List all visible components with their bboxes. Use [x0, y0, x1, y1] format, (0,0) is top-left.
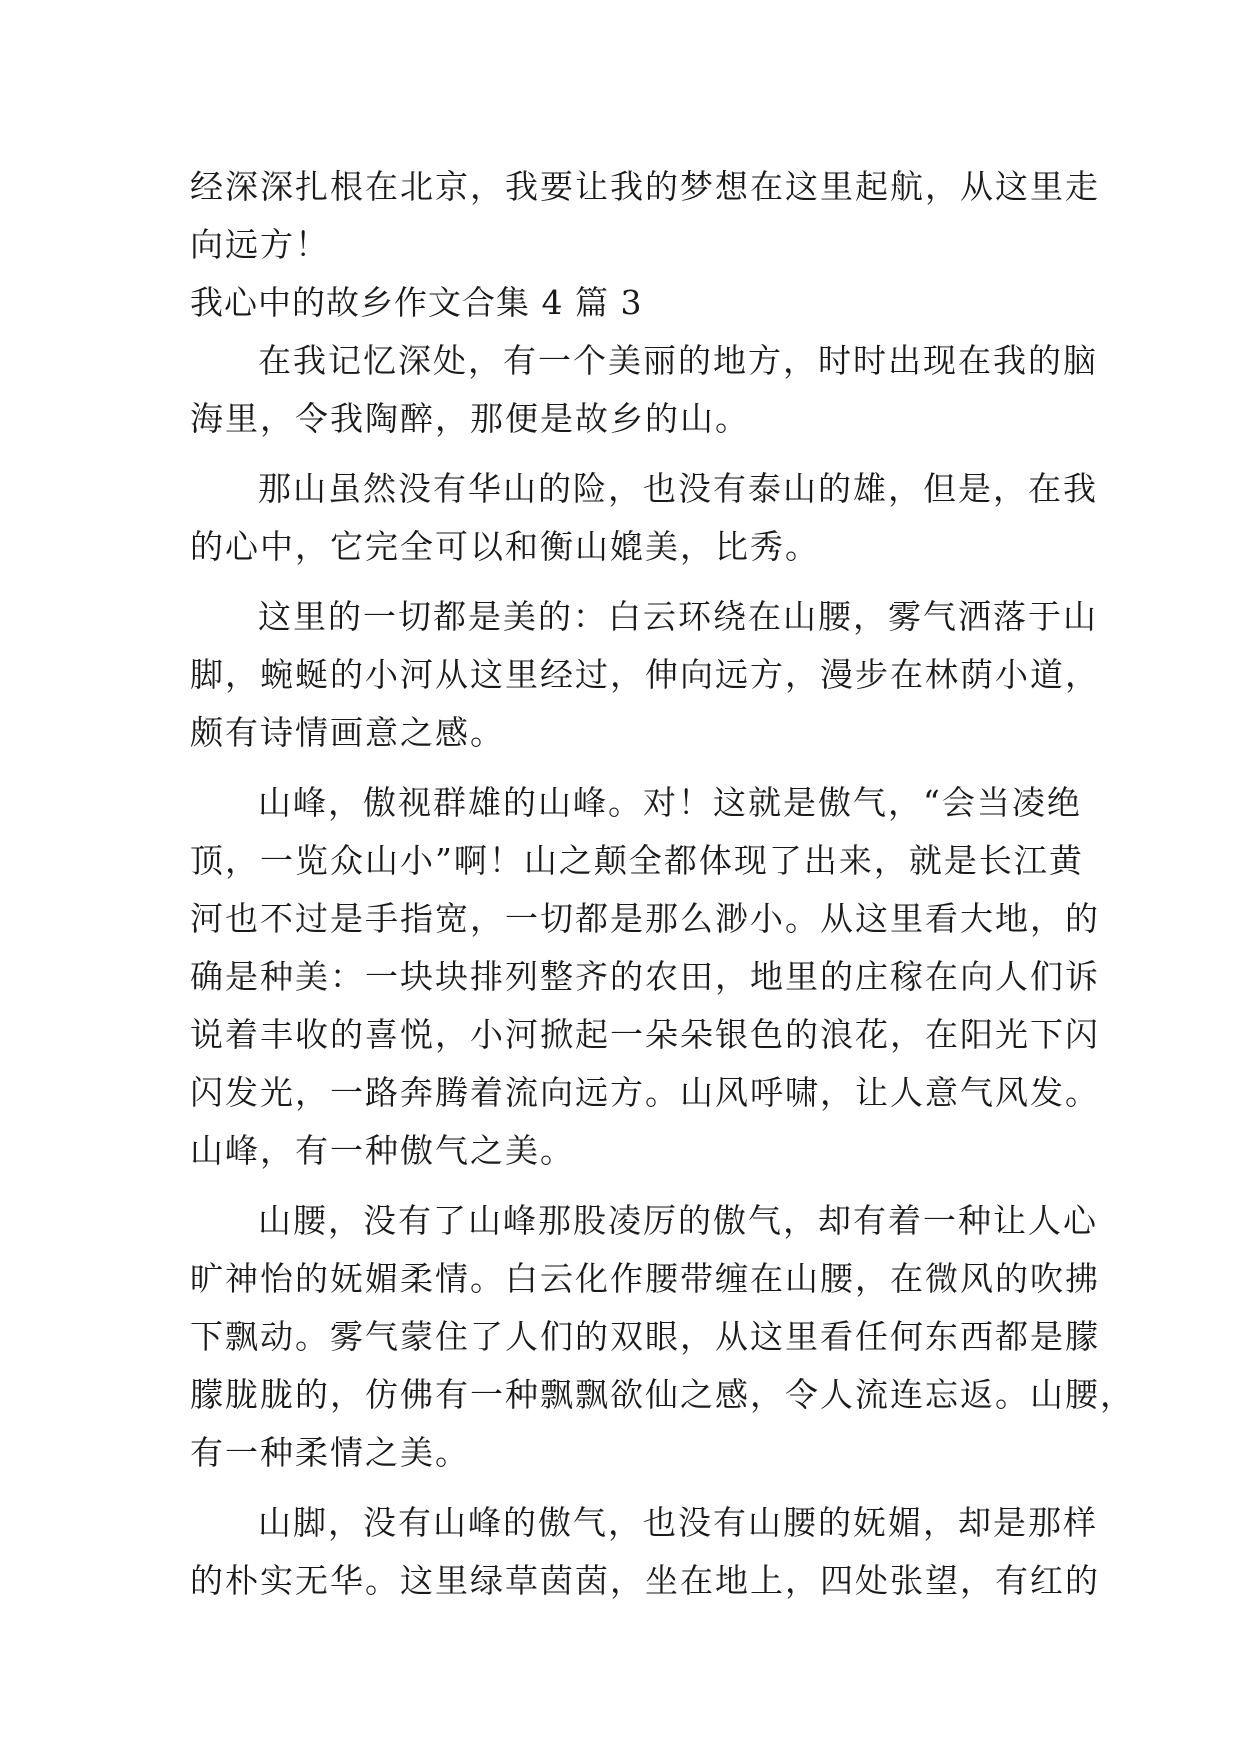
text-line: 下飘动。雾气蒙住了人们的双眼，从这里看任何东西都是朦 — [190, 1317, 1100, 1356]
text-line: 向远方！ — [190, 225, 330, 264]
text-line: 脚，蜿蜒的小河从这里经过，伸向远方，漫步在林荫小道， — [190, 655, 1100, 694]
paragraph — [190, 774, 1100, 1180]
paragraph — [190, 1192, 1135, 1482]
paragraph — [190, 460, 1098, 576]
text-line: 说着丰收的喜悦，小河掀起一朵朵银色的浪花，在阳光下闪 — [190, 1015, 1100, 1054]
text-line: 朦胧胧的，仿佛有一种飘飘欲仙之感，令人流连忘返。山腰， — [190, 1375, 1135, 1414]
text-line: 顶，一览众山小”啊！山之颠全都体现了出来，就是长江黄 — [190, 841, 1084, 880]
text-line: 闪发光，一路奔腾着流向远方。山风呼啸，让人意气风发。 — [190, 1073, 1100, 1112]
text-line: 经深深扎根在北京，我要让我的梦想在这里起航，从这里走 — [190, 167, 1100, 206]
text-line: 的心中，它完全可以和衡山媲美，比秀。 — [190, 527, 820, 566]
text-line: 山峰，傲视群雄的山峰。对！这就是傲气，“会当凌绝 — [258, 783, 1082, 822]
text-line: 确是种美：一块块排列整齐的农田，地里的庄稼在向人们诉 — [190, 957, 1100, 996]
text-line: 山峰，有一种傲气之美。 — [190, 1131, 575, 1170]
text-line: 旷神怡的妩媚柔情。白云化作腰带缠在山腰，在微风的吹拂 — [190, 1259, 1100, 1298]
paragraph — [190, 588, 1100, 762]
text-line: 海里，令我陶醉，那便是故乡的山。 — [190, 399, 750, 438]
continuation-paragraph — [190, 158, 1100, 274]
section-title: 我心中的故乡作文合集 4 篇 3 — [190, 283, 643, 322]
text-line: 河也不过是手指宽，一切都是那么渺小。从这里看大地，的 — [190, 899, 1100, 938]
text-line: 颇有诗情画意之感。 — [190, 713, 505, 752]
text-line: 这里的一切都是美的：白云环绕在山腰，雾气洒落于山 — [258, 597, 1098, 636]
text-line: 那山虽然没有华山的险，也没有泰山的雄，但是，在我 — [258, 469, 1098, 508]
text-line: 的朴实无华。这里绿草茵茵，坐在地上，四处张望，有红的 — [190, 1561, 1100, 1600]
paragraph — [190, 332, 1098, 448]
paragraph — [190, 1494, 1100, 1610]
text-line: 有一种柔情之美。 — [190, 1433, 470, 1472]
text-line: 在我记忆深处，有一个美丽的地方，时时出现在我的脑 — [258, 341, 1098, 380]
text-line: 山腰，没有了山峰那股凌厉的傲气，却有着一种让人心 — [258, 1201, 1098, 1240]
text-line: 山脚，没有山峰的傲气，也没有山腰的妩媚，却是那样 — [258, 1503, 1098, 1542]
body-text — [190, 158, 1135, 1610]
